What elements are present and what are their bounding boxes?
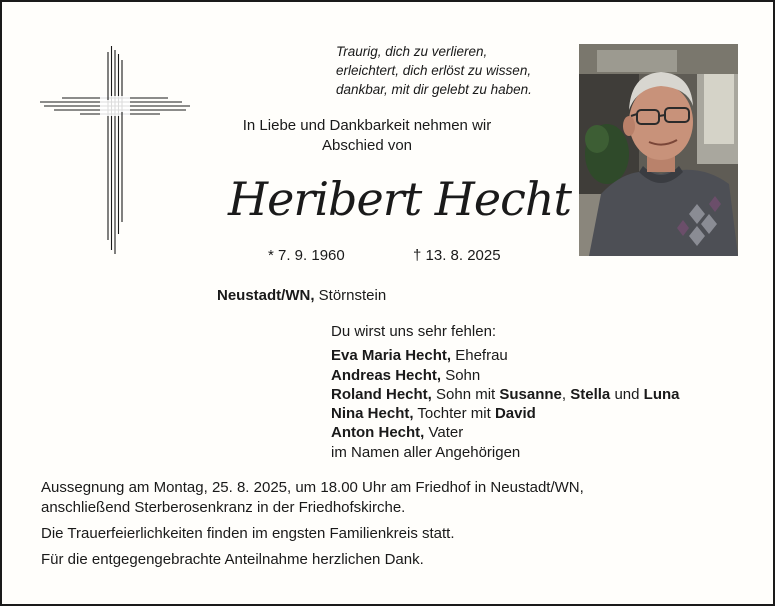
family-member <box>331 423 680 442</box>
poem <box>336 42 532 99</box>
member-name: Stella <box>570 385 611 403</box>
thanks-line: Für die entgegengebrachte Anteilnahme herzlichen Dank. <box>41 551 424 568</box>
residence-district: Störnstein <box>314 287 387 304</box>
family-member <box>331 385 680 404</box>
member-relation: Sohn <box>441 366 481 384</box>
member-relation: Sohn mit <box>431 385 500 403</box>
intro-line: Abschied von <box>321 137 413 154</box>
portrait-photo <box>579 44 738 256</box>
intro-text <box>212 116 522 156</box>
service-line: Aussegnung am Montag, 25. 8. 2025, um 18.00 Uhr am Friedhof in Neustadt/WN, <box>41 479 584 496</box>
cross-icon <box>40 44 190 261</box>
member-name: David <box>494 405 536 423</box>
separator: und <box>610 385 644 403</box>
family-heading: Du wirst uns sehr fehlen: <box>331 323 497 340</box>
member-relation: Tochter mit <box>413 405 495 423</box>
service-line: Die Trauerfeierlichkeiten finden im engsten Familienkreis statt. <box>41 525 455 542</box>
member-name: Nina Hecht, <box>331 405 414 423</box>
member-relation: Vater <box>424 424 464 442</box>
residence <box>217 287 386 304</box>
service-line: anschließend Sterberosenkranz in der Friedhofskirche. <box>41 499 406 516</box>
death-date: † 13. 8. 2025 <box>413 247 501 264</box>
family-closing: im Namen aller Angehörigen <box>331 443 521 461</box>
poem-line: dankbar, mit dir gelebt zu haben. <box>336 82 532 97</box>
residence-town: Neustadt/WN, <box>217 287 315 304</box>
intro-line: In Liebe und Dankbarkeit nehmen wir <box>242 117 492 134</box>
family-member <box>331 366 680 385</box>
poem-line: Traurig, dich zu verlieren, <box>336 44 488 59</box>
deceased-name: Heribert Hecht <box>228 172 572 226</box>
member-name: Anton Hecht, <box>331 424 425 442</box>
poem-line: erleichtert, dich erlöst zu wissen, <box>336 63 532 78</box>
family-member <box>331 346 680 365</box>
family-member <box>331 404 680 423</box>
separator: , <box>561 385 571 403</box>
member-name: Susanne <box>499 385 562 403</box>
family-list <box>331 322 680 462</box>
service-info <box>41 478 761 570</box>
member-name: Roland Hecht, <box>331 385 432 403</box>
member-name: Andreas Hecht, <box>331 366 442 384</box>
member-relation: Ehefrau <box>451 347 508 365</box>
birth-date: * 7. 9. 1960 <box>268 247 345 264</box>
member-name: Eva Maria Hecht, <box>331 347 452 365</box>
member-name: Luna <box>643 385 680 403</box>
